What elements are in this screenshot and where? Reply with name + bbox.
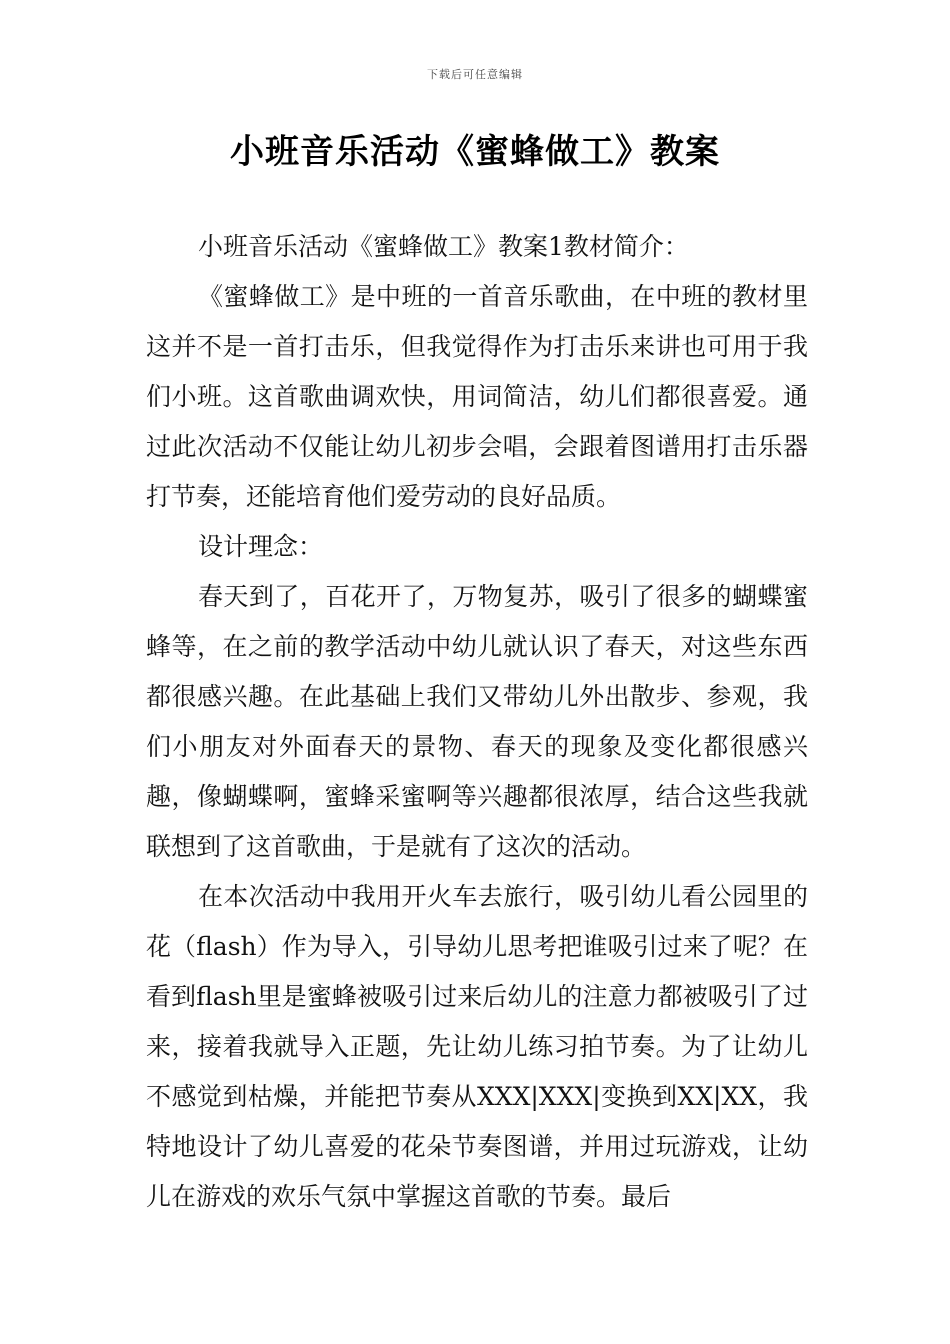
document-body (146, 222, 808, 1222)
paragraph-activity-description: 在本次活动中我用开火车去旅行，吸引幼儿看公园里的花（flash）作为导入，引导幼儿思考把谁吸引过来了呢？在看到flash里是蜜蜂被吸引过来后幼儿的注意力都被吸引了过来，接着我就导入正题，先让幼儿练习拍节奏。为了让幼儿不感觉到枯燥，并能把节奏从XXX|XXX|变换到XX|XX，我特地设计了幼儿喜爱的花朵节奏图谱，并用过玩游戏，让幼儿在游戏的欢乐气氛中掌握这首歌的节奏。最后 (146, 882, 808, 1211)
document-title: 小班音乐活动《蜜蜂做工》教案 (230, 132, 720, 172)
paragraph-design-heading: 设计理念： (198, 532, 324, 561)
paragraph-intro-heading: 小班音乐活动《蜜蜂做工》教案1教材简介： (198, 232, 689, 261)
paragraph-design-concept: 春天到了，百花开了，万物复苏，吸引了很多的蝴蝶蜜蜂等，在之前的教学活动中幼儿就认识了春天，对这些东西都很感兴趣。在此基础上我们又带幼儿外出散步、参观，我们小朋友对外面春天的景物、春天的现象及变化都很感兴趣，像蝴蝶啊，蜜蜂采蜜啊等兴趣都很浓厚，结合这些我就联想到了这首歌曲，于是就有了这次的活动。 (146, 582, 808, 861)
paragraph-material-intro: 《蜜蜂做工》是中班的一首音乐歌曲，在中班的教材里这并不是一首打击乐，但我觉得作为打击乐来讲也可用于我们小班。这首歌曲调欢快，用词简洁，幼儿们都很喜爱。通过此次活动不仅能让幼儿初步会唱，会跟着图谱用打击乐器打节奏，还能培育他们爱劳动的良好品质。 (146, 282, 808, 511)
header-note: 下载后可任意编辑 (427, 68, 523, 81)
